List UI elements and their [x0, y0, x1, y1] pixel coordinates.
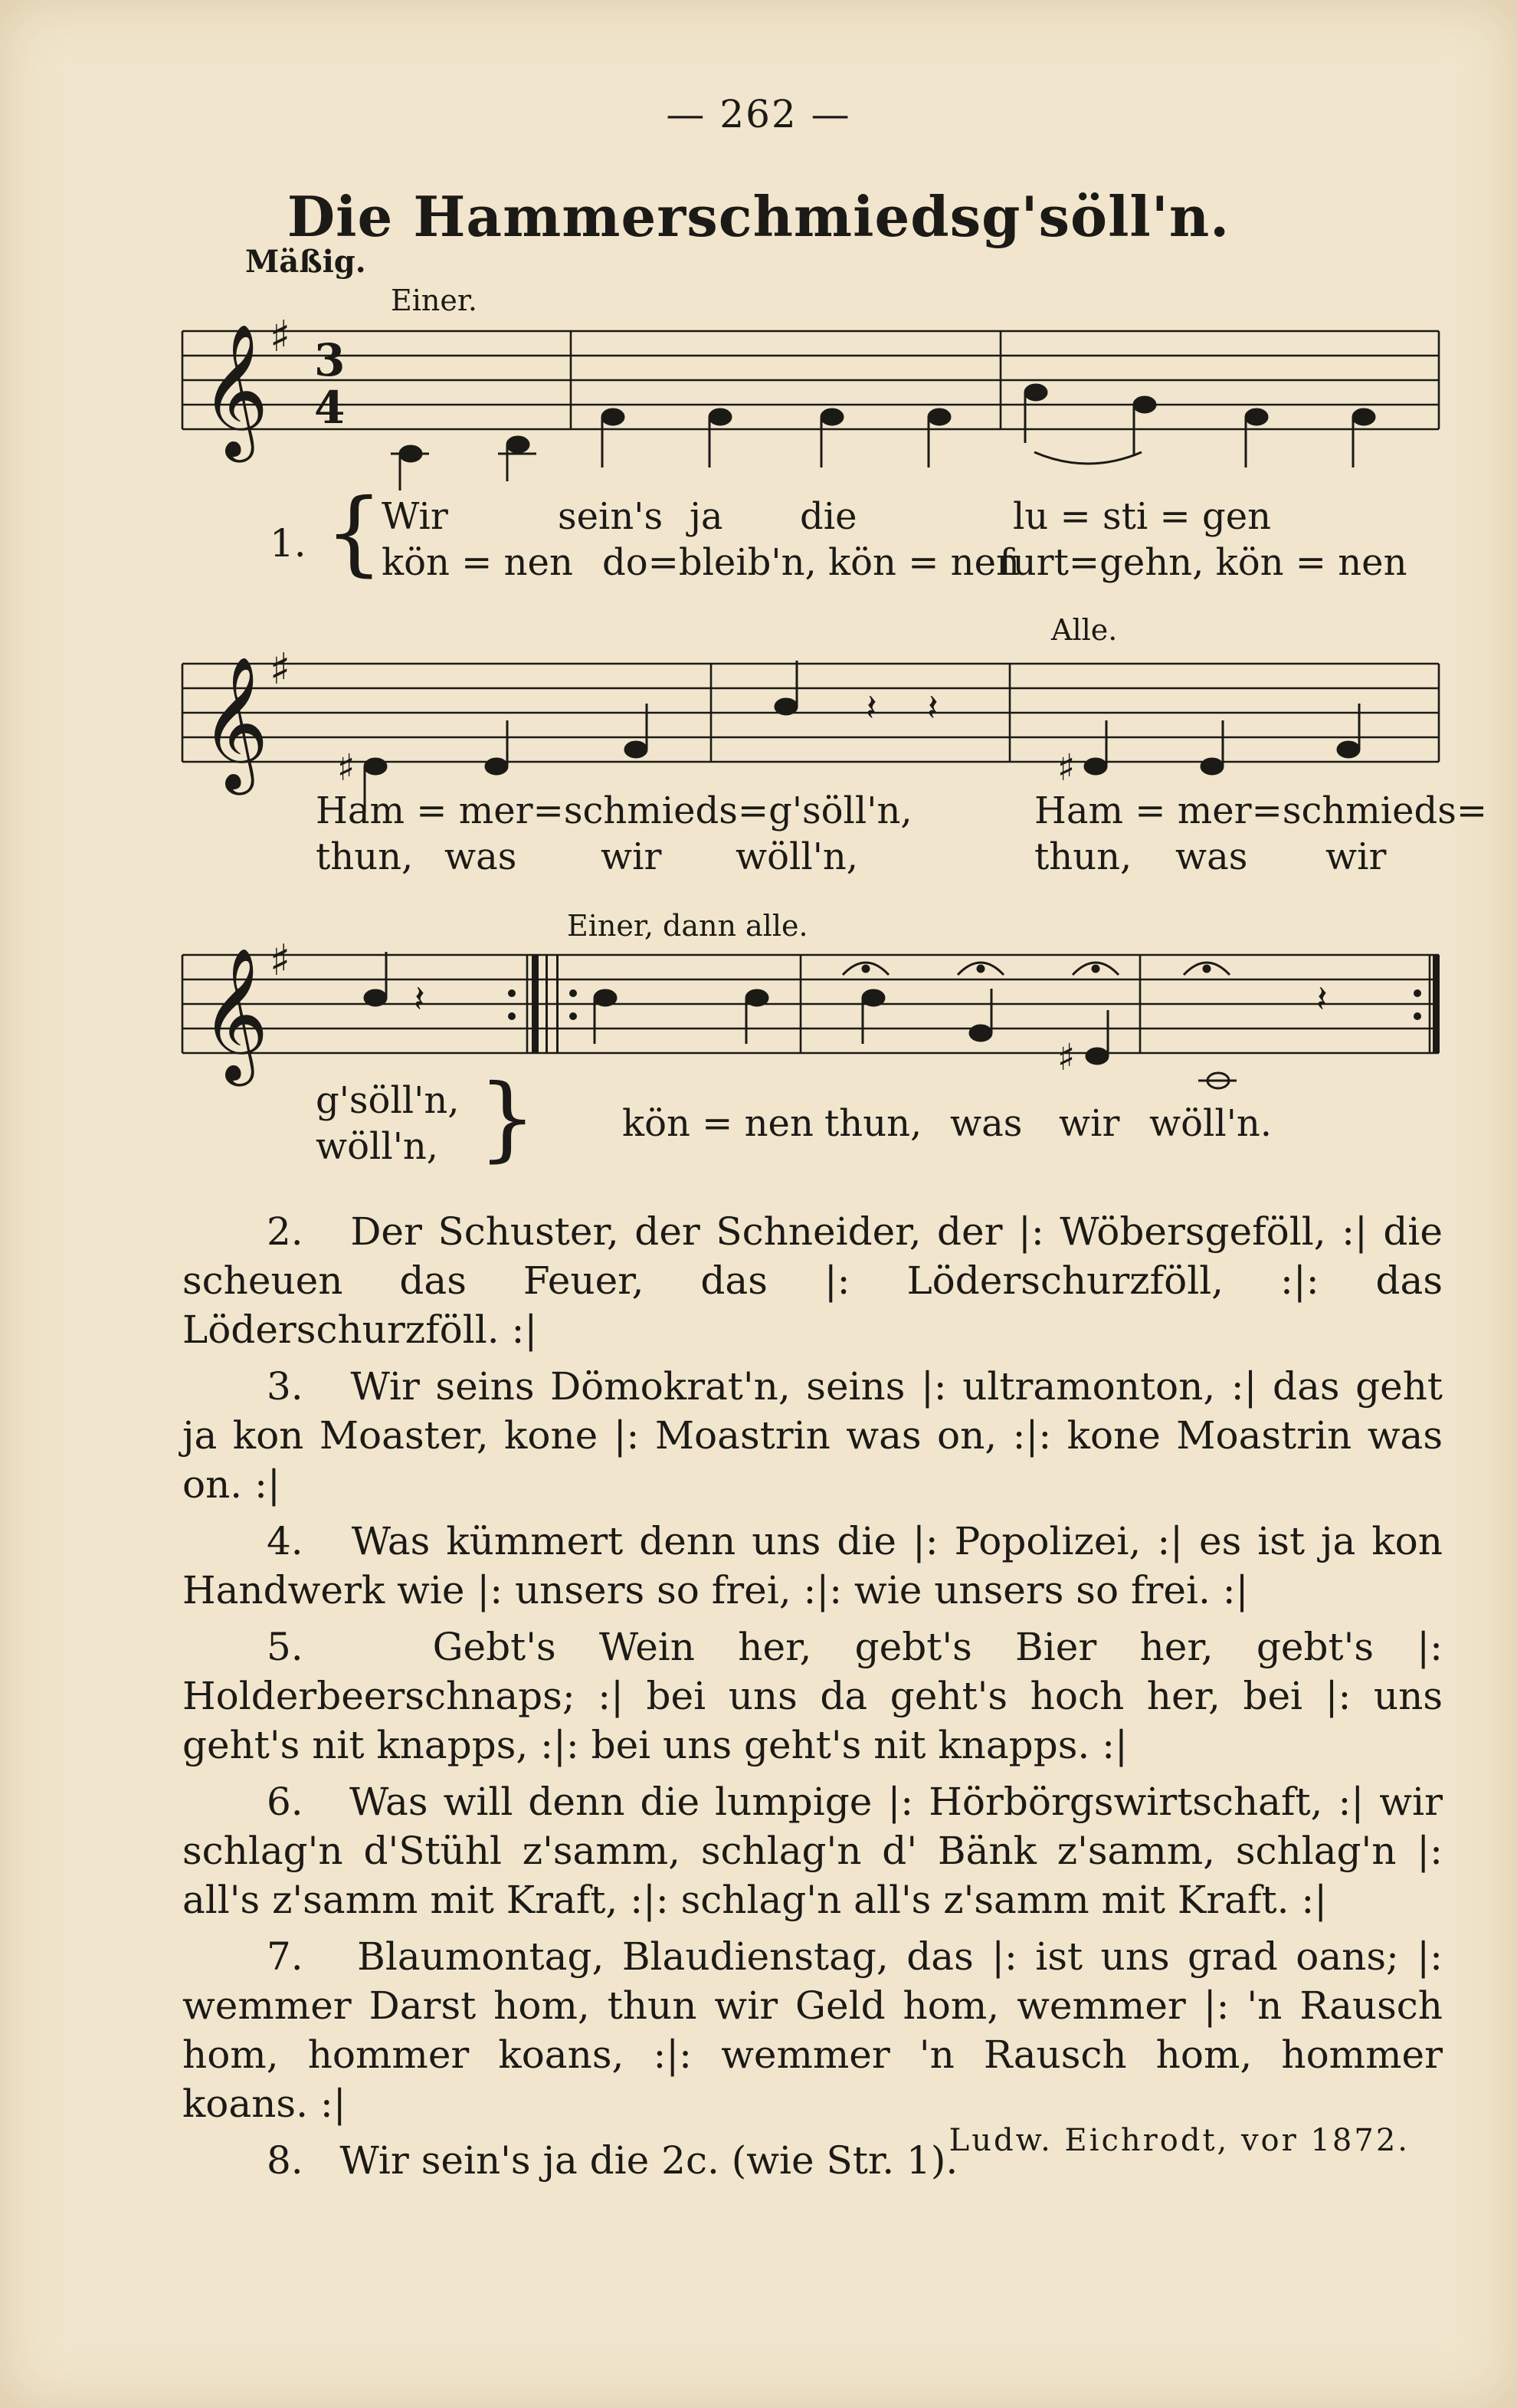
svg-text:𝄽: 𝄽 [1316, 978, 1328, 1021]
verse-2 [182, 1207, 1443, 1354]
verse-4 [182, 1517, 1443, 1615]
lyric-word: kön = nen [622, 1102, 814, 1145]
lyric-word: furt=gehn, kön = nen [999, 541, 1407, 584]
treble-clef-icon: 𝄞 [201, 656, 269, 789]
lyric-word: Ham = mer=schmieds= [1034, 789, 1488, 832]
svg-text:♯: ♯ [1057, 746, 1076, 789]
verse-number: 7. [267, 1934, 303, 1979]
verse-6 [182, 1777, 1443, 1924]
svg-text:♯: ♯ [270, 936, 291, 986]
lyric-word: was [1175, 835, 1248, 878]
staff-system-2 [182, 664, 1439, 762]
svg-text:♯: ♯ [337, 746, 355, 789]
svg-text:𝄽: 𝄽 [414, 978, 425, 1021]
treble-clef-icon: 𝄞 [201, 947, 269, 1081]
svg-text:♯: ♯ [1057, 1036, 1076, 1079]
lyric-word: die [800, 495, 857, 538]
verse-number: 3. [267, 1364, 303, 1409]
verse-number: 6. [267, 1780, 303, 1824]
notes-system-1 [391, 385, 1374, 490]
verse-text: Gebt's Wein her, gebt's Bier her, gebt's |: Holderbeerschnaps; :| bei uns da geht's hoch her, bei |: uns geht's nit knapps, :|: bei uns geht's nit knapps. :| [182, 1625, 1443, 1767]
lyric-word: sein's [558, 495, 663, 538]
direction-einer-dann-alle: Einer, dann alle. [567, 909, 808, 943]
lyric-word: g'söll'n, [316, 1079, 460, 1122]
lyric-word: kön = nen [382, 541, 573, 584]
verse-number: 8. [267, 2138, 303, 2183]
verse-3 [182, 1362, 1443, 1509]
lyric-word: Ham = mer=schmieds=g'söll'n, [316, 789, 912, 832]
lyric-word: was [444, 835, 517, 878]
svg-text:𝄽: 𝄽 [866, 687, 877, 730]
svg-text:♯: ♯ [270, 645, 291, 694]
verse-text: Wir sein's ja die 2c. (wie Str. 1). [339, 2138, 958, 2183]
verse-number: 5. [267, 1625, 303, 1669]
svg-text:♯: ♯ [270, 312, 291, 362]
verse-text: Wir seins Dömokrat'n, seins |: ultramonton, :| das geht ja kon Moaster, kone |: Moastrin was on, :|: kone Moastrin was on. :| [182, 1364, 1443, 1507]
source-attribution: Ludw. Eichrodt, vor 1872. [949, 2123, 1410, 2158]
brace-1: { [325, 480, 384, 586]
verse-number-1: 1. [270, 521, 306, 566]
lyric-word: wir [601, 835, 662, 878]
page-number: — 262 — [666, 92, 851, 136]
lyric-word: wir [1325, 835, 1387, 878]
lyric-word: lu = sti = gen [1013, 495, 1272, 538]
lyric-word: wöll'n, [736, 835, 859, 878]
tempo-marking: Mäßig. [245, 244, 366, 280]
verse-text: Der Schuster, der Schneider, der |: Wöbersgeföll, :| die scheuen das Feuer, das |: Löderschurzföll, :|: das Löderschurzföll. :| [182, 1209, 1443, 1352]
verse-number: 4. [267, 1519, 303, 1563]
lyric-word: thun, [316, 835, 414, 878]
verse-text: Was kümmert denn uns die |: Popolizei, :| es ist ja kon Handwerk wie |: unsers so frei, :|: wie unsers so frei. :| [182, 1519, 1443, 1612]
svg-text:𝄽: 𝄽 [927, 687, 939, 730]
verse-text: Was will denn die lumpige |: Hörbörgswirtschaft, :| wir schlag'n d'Stühl z'samm, schlag'n d' Bänk z'samm, schlag'n |: all's z'samm mit Kraft, :|: schlag'n all's z'samm mit Kraft. :| [182, 1780, 1443, 1922]
lyric-word: wöll'n, [316, 1125, 439, 1168]
direction-einer: Einer. [391, 284, 477, 317]
song-title: Die Hammerschmiedsg'söll'n. [287, 184, 1230, 249]
lyric-word: do=bleib'n, kön = nen [602, 541, 1020, 584]
lyric-word: wöll'n. [1149, 1102, 1273, 1145]
lyric-word: thun, [1034, 835, 1132, 878]
verse-5 [182, 1622, 1443, 1770]
lyric-word: wir [1059, 1102, 1120, 1145]
verse-7 [182, 1932, 1443, 2128]
svg-text:4: 4 [314, 382, 346, 434]
treble-clef-icon: 𝄞 [201, 323, 269, 457]
direction-alle: Alle. [1051, 613, 1118, 647]
music-score [0, 0, 1517, 1196]
lyric-word: was [950, 1102, 1023, 1145]
lyric-word: thun, [824, 1102, 922, 1145]
lyric-word: ja [690, 495, 723, 538]
svg-text:3: 3 [314, 334, 346, 386]
lyric-word: Wir [382, 495, 448, 538]
brace-2: } [478, 1065, 537, 1172]
verse-text: Blaumontag, Blaudienstag, das |: ist uns grad oans; |: wemmer Darst hom, thun wir Geld hom, wemmer |: 'n Rausch hom, hommer koans, :|: wemmer 'n Rausch hom, hommer koans. :| [182, 1934, 1443, 2126]
verses-block [182, 1207, 1443, 2193]
verse-number: 2. [267, 1209, 303, 1254]
